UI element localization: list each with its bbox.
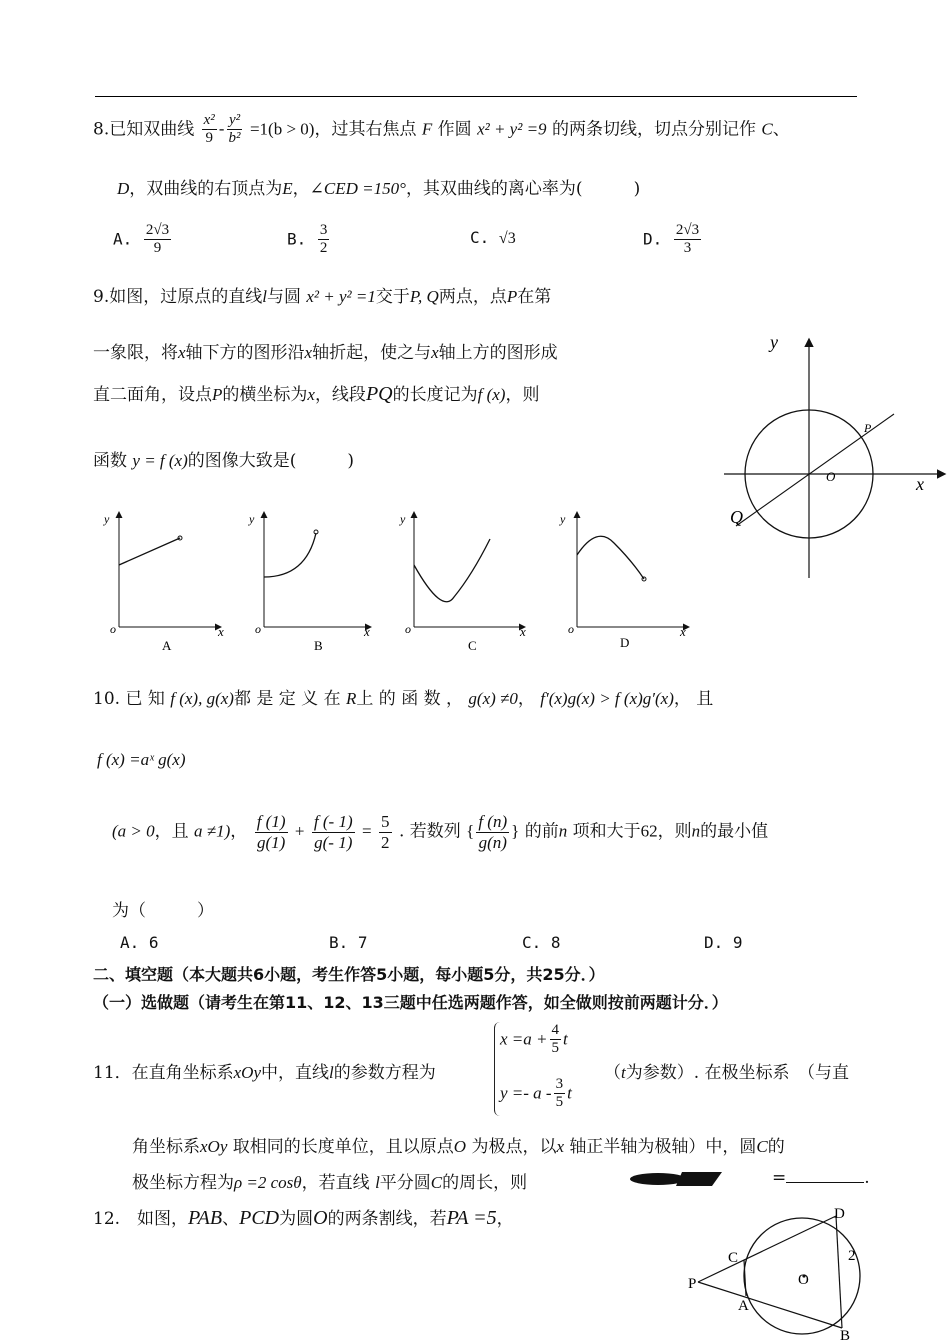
graph-o-label: o xyxy=(110,622,116,636)
q8-text: ，其双曲线的离心率为( ) xyxy=(405,179,641,199)
q10-option-c: C. 8 xyxy=(522,933,561,952)
q11-O: O xyxy=(453,1137,467,1156)
q12-sep: 、 xyxy=(222,1209,240,1229)
q11-eq1-text: x =a + xyxy=(500,1029,548,1049)
q11-l: l xyxy=(329,1063,334,1082)
q9-x: x xyxy=(304,343,313,362)
q11-t: t xyxy=(567,1083,572,1103)
fig-D-label: D xyxy=(834,1206,845,1222)
section2-subtitle: （一）选做题（请考生在第11、12、13三题中任选两题作答，如全做则按前两题计分．） xyxy=(93,993,728,1012)
q9-text: 一象限，将 xyxy=(93,343,178,363)
q8-line2: D，双曲线的右顶点为E，∠CED =150°，其双曲线的离心率为( ) xyxy=(117,179,641,199)
q9-text: 的长度记为 xyxy=(392,385,478,405)
q9-fx: f (x) xyxy=(477,385,506,404)
opt-letter: A. xyxy=(113,229,133,249)
q10-R: R xyxy=(346,689,357,708)
q11-t: t xyxy=(621,1063,626,1082)
q10-n: n xyxy=(558,821,568,841)
q11-line3 xyxy=(132,1168,527,1193)
opt-frac xyxy=(144,222,171,258)
q9-PQ: P, Q xyxy=(409,287,439,306)
graph-o-label: o xyxy=(568,622,574,636)
q10-62: 62 xyxy=(640,821,658,841)
q11-redacted-expression xyxy=(628,1170,724,1188)
graph-o-label: o xyxy=(405,622,411,636)
q11-eq1 xyxy=(500,1022,568,1058)
q11-line1-tail xyxy=(604,1058,849,1083)
q9-P: P xyxy=(506,287,518,306)
q8-angle: ∠CED =150° xyxy=(309,179,406,198)
q10-text: 的前 xyxy=(524,821,559,842)
q8-F: F xyxy=(421,119,433,139)
frac-den: 9 xyxy=(153,240,162,257)
q9-circle: x² + y² =1 xyxy=(306,287,376,306)
graph-y-label: y xyxy=(560,512,566,526)
frac-den: g(n) xyxy=(478,832,507,852)
q9-text: 轴上方的图形成 xyxy=(438,343,558,363)
q10-line4: 为（ ） xyxy=(112,901,214,921)
q11-l: l xyxy=(375,1173,380,1192)
q10-line3: (a > 0，且 a ≠1)， $\frac{f (1)}{g(1)}$ + $\frac{f (- 1)}{g(- 1)}$ = $\frac{5}{2}$ . 若数列 { $\frac{f (n)}{g(n)}$ } 的前n 项和大于62，则n的最小值 xyxy=(112,812,769,852)
frac-num: 5 xyxy=(381,812,390,831)
frac-num: y² xyxy=(227,112,242,130)
q11-text: 平分圆 xyxy=(379,1173,431,1193)
q9-line3 xyxy=(93,380,539,406)
q11-text: ，若直线 xyxy=(301,1173,370,1193)
q10-gne: g(x) ≠0 xyxy=(468,689,518,708)
q8-option-c xyxy=(470,228,516,248)
q12-text: 为圆 xyxy=(279,1209,314,1229)
q9-text: 轴折起，使之与 xyxy=(312,343,432,363)
q8-text: ，双曲线的右顶点为 xyxy=(129,179,283,199)
fig-B-label: B xyxy=(840,1328,851,1342)
q9-text: 9.如图，过原点的直线 xyxy=(93,287,263,307)
frac-num: 2√3 xyxy=(144,222,171,240)
q10-text: 上 的 函 数 ， xyxy=(356,689,464,709)
q10-text: ，则 xyxy=(657,821,692,842)
q9-text: 与圆 xyxy=(266,287,301,307)
graph-label: D xyxy=(620,635,630,650)
q11-text: 的 xyxy=(767,1137,785,1157)
q9-x: x xyxy=(307,385,315,404)
q8-text: 作圆 xyxy=(437,119,472,140)
q11-eq2 xyxy=(500,1076,572,1112)
q10-ineq: f′(x)g(x) > f (x)g′(x) xyxy=(540,689,674,708)
q11-rho: ρ =2 cosθ xyxy=(234,1173,302,1192)
q12-text: 12. 如图， xyxy=(93,1209,189,1229)
q8-option-a xyxy=(113,222,173,258)
q11-text: 为极点，以 xyxy=(471,1137,557,1157)
frac-num: f (1) xyxy=(256,812,286,831)
q9-text: 两点，点 xyxy=(438,287,507,307)
q10-line1: 10. 已 知 f (x), g(x)都 是 定 义 在 R上 的 函 数 ， g(x) ≠0， f′(x)g(x) > f (x)g′(x)， 且 xyxy=(93,689,714,709)
frac-den: 2 xyxy=(381,832,390,852)
frac-den: 5 xyxy=(555,1094,564,1111)
frac-num: f (- 1) xyxy=(313,812,353,831)
q10-plus: + xyxy=(294,821,305,841)
graph-label: A xyxy=(162,638,172,653)
q8-frac-x xyxy=(202,112,217,148)
q9-option-graphs xyxy=(92,505,702,655)
q12-text: 的两条割线，若 xyxy=(327,1209,447,1229)
q11-xOy: xOy xyxy=(200,1137,228,1156)
fig-length-label: 2 xyxy=(848,1248,856,1264)
graph-label: C xyxy=(468,638,477,653)
q11-C: C xyxy=(756,1137,768,1156)
q9-l: l xyxy=(262,287,267,306)
q8-frac-y xyxy=(227,112,243,148)
q10-option-a: A. 6 xyxy=(120,933,159,952)
graph-b xyxy=(248,512,370,653)
q9-text: 直二面角，设点 xyxy=(93,385,212,405)
fig-P-label: P xyxy=(688,1276,697,1292)
answer-blank[interactable] xyxy=(786,1168,864,1183)
q11-text: 轴正半轴为极轴）中，圆 xyxy=(569,1137,757,1157)
q11-t: t xyxy=(563,1029,568,1049)
q12-O: O xyxy=(313,1207,328,1229)
q9-circle-figure xyxy=(718,330,950,582)
q11-text: 极坐标方程为 xyxy=(132,1173,234,1193)
graph-x-label: x xyxy=(364,624,370,639)
graph-curve xyxy=(414,539,490,602)
q10-frac1 xyxy=(255,812,288,852)
q8-text: =1(b > 0)，过其右焦点 xyxy=(249,119,417,139)
q11-text: 11．在直角坐标系 xyxy=(93,1063,234,1083)
q9-P: P xyxy=(212,385,223,404)
opt-frac xyxy=(318,222,330,258)
q10-n: n xyxy=(691,821,701,841)
opt-frac xyxy=(674,222,701,258)
redacted-blob xyxy=(676,1172,722,1186)
fig-P-label: P xyxy=(864,421,872,435)
fig-y-label: y xyxy=(770,332,778,352)
graph-y-label: y xyxy=(400,512,406,526)
graph-curve xyxy=(119,538,180,565)
q8-D: D xyxy=(117,179,130,198)
q9-line1 xyxy=(93,282,551,307)
graph-o-label: o xyxy=(255,622,261,636)
q10-eq: = xyxy=(362,821,372,841)
frac-num: x² xyxy=(202,112,217,130)
q11-text: 取相同的长度单位，且以原点 xyxy=(232,1137,454,1157)
fig-origin-label: O xyxy=(826,469,836,484)
q10-frac3 xyxy=(379,812,392,852)
graph-d xyxy=(559,512,688,650)
q8-circle: x² + y² =9 xyxy=(477,119,547,139)
q10-option-b: B. 7 xyxy=(329,933,368,952)
q11-text: 角坐标系 xyxy=(132,1137,200,1157)
q9-text: ，线段 xyxy=(314,385,366,405)
q8-line1: 8.已知双曲线 $\frac{\text{x²}}{9}$ - $\frac{\text{y²}}{\text{b²}}$ =1(b > 0)，过其右焦点 F 作圆 x² + y² =9 的两条切线，切点分别记作 C、 xyxy=(93,112,790,147)
q11-eq2-frac xyxy=(554,1076,566,1112)
q9-text: 在第 xyxy=(517,287,552,307)
q10-ane: a ≠1) xyxy=(194,821,231,841)
q11-text: 的参数方程为 xyxy=(333,1063,436,1083)
q11-eq1-frac xyxy=(550,1022,562,1058)
q12-secant-figure xyxy=(684,1200,870,1342)
frac-den: b² xyxy=(228,130,241,147)
q9-yfx: y = f (x) xyxy=(132,451,188,470)
q12-line1 xyxy=(93,1204,514,1230)
frac-den: g(1) xyxy=(256,832,286,852)
q10-text: ， 且 xyxy=(673,689,714,709)
q9-x: x xyxy=(178,343,186,362)
frac-den: 9 xyxy=(205,130,213,147)
q11-C: C xyxy=(430,1173,443,1192)
frac-num: 2√3 xyxy=(674,222,701,240)
frac-num: f (n) xyxy=(478,812,508,831)
q12-PA: PA =5 xyxy=(446,1207,497,1229)
opt-value: √3 xyxy=(498,230,516,247)
frac-den: 5 xyxy=(551,1040,559,1057)
q11-text: 中，直线 xyxy=(261,1063,330,1083)
q11-line2 xyxy=(132,1132,785,1157)
q10-text: 的最小值 xyxy=(700,821,769,842)
q9-line4 xyxy=(93,446,354,471)
q11-line1 xyxy=(93,1058,436,1083)
secant-PCD xyxy=(698,1216,836,1282)
graph-a xyxy=(103,512,224,653)
q9-x: x xyxy=(431,343,439,362)
q10-line2: f (x) =aˣ g(x) xyxy=(97,750,186,769)
q11-text: （ xyxy=(604,1063,621,1083)
q10-text: ，且 xyxy=(154,821,189,842)
fig-A-label: A xyxy=(738,1298,749,1314)
graph-curve xyxy=(577,536,644,579)
graph-x-label: x xyxy=(680,624,686,639)
frac-num: 3 xyxy=(318,222,330,240)
q8-C: C xyxy=(761,119,773,139)
q10-text: 都 是 定 义 在 xyxy=(233,689,341,709)
graph-x-label: x xyxy=(520,624,526,639)
graph-y-label: y xyxy=(249,512,255,526)
q10-option-d: D. 9 xyxy=(704,933,743,952)
q11-xOy: xOy xyxy=(233,1063,262,1082)
graph-x-label: x xyxy=(218,624,224,639)
q10-fg: f (x), g(x) xyxy=(170,689,234,708)
q11-text: 为参数）. 在极坐标系 （与直 xyxy=(625,1063,850,1083)
opt-letter: B. xyxy=(287,229,307,249)
fig-C-label: C xyxy=(728,1250,739,1266)
header-rule xyxy=(95,96,857,97)
secant-PAB xyxy=(698,1282,842,1328)
q11-x: x xyxy=(556,1137,565,1156)
q9-line2 xyxy=(93,338,558,363)
q10-text: 10. 已 知 xyxy=(93,689,165,709)
q8-option-d xyxy=(643,222,703,258)
q11-eq-sign: = xyxy=(772,1168,787,1188)
q12-PCD: PCD xyxy=(239,1207,280,1229)
fig-O-label: O xyxy=(798,1272,809,1288)
q8-option-b xyxy=(287,222,331,258)
q9-text: 函数 xyxy=(93,451,127,471)
frac-den: 3 xyxy=(683,240,692,257)
frac-num: 3 xyxy=(554,1076,566,1094)
q10-text: . 若数列 xyxy=(398,821,461,842)
q11-period: . xyxy=(864,1168,870,1188)
q9-text: 轴下方的图形沿 xyxy=(185,343,305,363)
q10-a-cond: (a > 0 xyxy=(112,821,155,841)
q8-E: E xyxy=(282,179,293,198)
q12-text: ， xyxy=(496,1209,514,1229)
q11-answer xyxy=(772,1168,870,1188)
q9-text: ，则 xyxy=(505,385,540,405)
q11-eq2-text: y =- a - xyxy=(500,1083,552,1103)
fig-x-label: x xyxy=(916,474,924,494)
graph-y-label: y xyxy=(104,512,110,526)
q9-PQseg: PQ xyxy=(365,383,393,405)
q10-frac2 xyxy=(312,812,355,852)
frac-den: g(- 1) xyxy=(314,832,353,852)
opt-letter: D. xyxy=(643,229,663,249)
q11-text: 的周长，则 xyxy=(442,1173,528,1193)
opt-letter: C. xyxy=(470,228,490,247)
fig-Q-label: Q xyxy=(730,507,743,527)
q8-text: 的两条切线，切点分别记作 xyxy=(551,119,756,140)
q8-text: 8.已知双曲线 xyxy=(93,119,195,140)
frac-num: 4 xyxy=(550,1022,562,1040)
section2-title: 二、填空题（本大题共6小题，考生作答5小题，每小题5分，共25分．） xyxy=(93,965,605,984)
graph-label: B xyxy=(314,638,323,653)
q12-PAB: PAB xyxy=(188,1207,223,1229)
graph-c xyxy=(399,512,526,653)
q9-text: 的横坐标为 xyxy=(222,385,308,405)
q9-text: 交于 xyxy=(375,287,410,307)
q9-text: 的图像大致是( ) xyxy=(187,451,355,471)
frac-den: 2 xyxy=(319,240,328,257)
graph-curve xyxy=(264,533,316,577)
q10-frac4 xyxy=(476,812,509,852)
q10-text: 项和大于 xyxy=(572,821,641,842)
